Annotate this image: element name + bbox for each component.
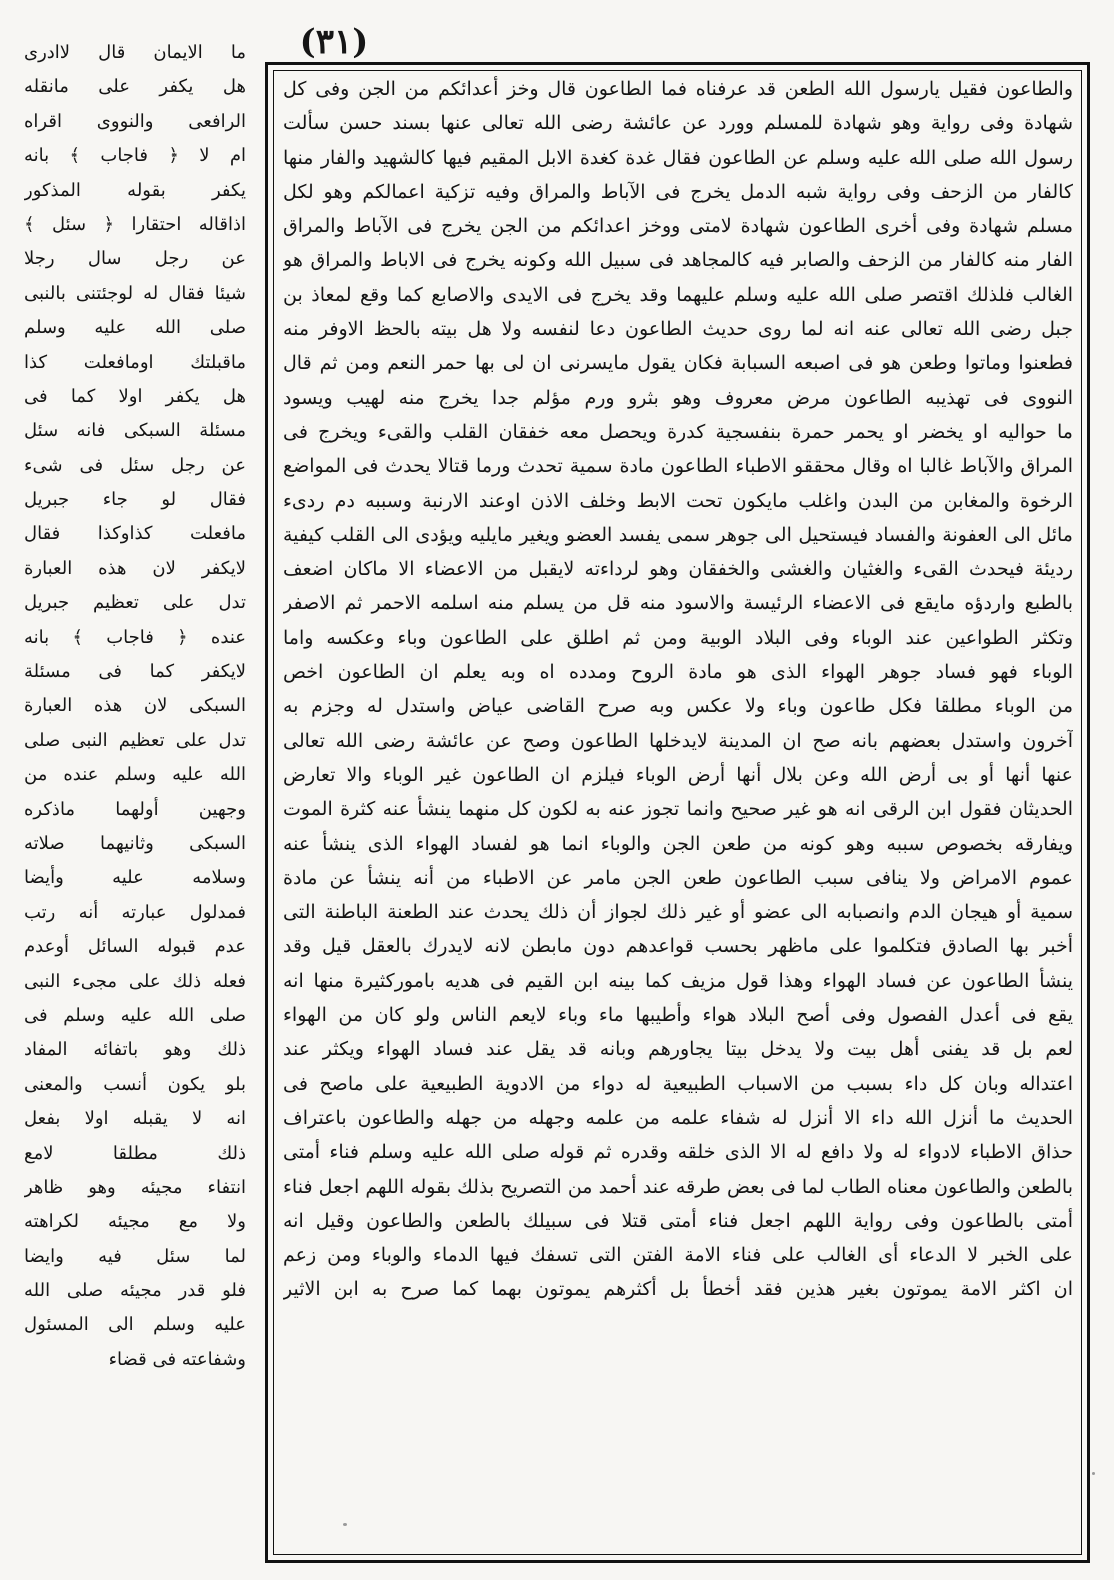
margin-text-line: عن رجل سئل فى شىء — [24, 454, 246, 476]
margin-text-line: انتفاء مجيئه وهو ظاهر — [24, 1176, 246, 1198]
main-text-line: لعم بل قد يفنى أهل بيت ولا يدخل بيتا يجاورهم وبانه قد يقل عند فساد الهواء ويكثر عند — [283, 1038, 1073, 1061]
main-text-line: الحديث ما أنزل الله داء الا أنزل له شفاء علمه من علمه وجهله من جهله والطاعون باعتراف — [283, 1106, 1073, 1129]
margin-text-line: الرافعى والنووى اقراه — [24, 110, 246, 132]
main-text-line: أمتى بالطاعون وفى رواية اللهم اجعل فناء أمتى قتلا فى سبيلك بالطعن والطاعون وقيل انه — [283, 1209, 1073, 1232]
margin-text-line: عن رجل سال رجلا — [24, 248, 246, 270]
main-text-line: على الخبر لا الدعاء أى الغالب على فناء الامة الفتن التى تسفك فيها الدماء والوباء ومن زعم — [283, 1244, 1073, 1267]
main-text-line: ويفارقه بخصوص سببه وهو كونه من طعن الجن والوباء انما هو لفساد الهواء الذى ينشأ عنه — [283, 832, 1073, 855]
main-text-line: ان اكثر الامة يموتون بغير هذين فقد أخطأ بل أكثرهم يموتون بهما كما صرح به ابن الاثير — [283, 1278, 1073, 1301]
main-text-line: ينشأ الطاعون عن فساد الهواء وهذا قول مزيف كما بينه ابن القيم فى هديه باموركثيرة منها انه — [283, 969, 1073, 992]
margin-text-line: ام لا ﴿ فاجاب ﴾ بانه — [24, 145, 246, 167]
main-text-line: شهادة وفى رواية وهو شهادة للمسلم وورد عن عائشة رضى الله تعالى عنها بسند حسن سألت — [283, 112, 1073, 135]
main-text-line: عنها أنها أو بى أرض الله وعن بلال أنها أرض الوباء فيلزم ان الطاعون غير الوباء والا تعارض — [283, 763, 1073, 786]
main-text-line: فطعنوا وماتوا وطعن هو فى اصبعه السبابة فكان يقول مايسرنى ان لى بها حمر النعم ومن ثم قال — [283, 352, 1073, 375]
main-text-line: مائل الى العفونة والفساد فيستحيل الى جوهر سمى يفسد العضو ويغير مايليه ويؤدى الى القلب كيفية — [283, 523, 1073, 546]
main-text-line: والطاعون فقيل يارسول الله الطعن قد عرفناه فما الطاعون قال وخز أعدائكم من الجن وفى كل — [283, 78, 1073, 100]
margin-text-line: صلى الله عليه وسلم فى — [24, 1004, 246, 1026]
margin-text-line: تدل على تعظيم جبريل — [24, 592, 246, 614]
margin-text-line: عدم قبوله السائل أوعدم — [24, 936, 246, 958]
margin-text-line: وشفاعته فى قضاء — [108, 1348, 246, 1370]
main-text-line: الرخوة والمغابن من البدن واغلب مايكون تحت الابط وخلف الاذن اوعند الارنبة وسببه دم ردىء — [283, 489, 1073, 512]
margin-text-line: لايكفر لان هذه العبارة — [24, 557, 246, 579]
margin-text-line: ذلك وهو باتفائه المفاد — [24, 1039, 246, 1061]
main-text-line: المراق والآباط غالبا اه وقال محققو الاطباء الطاعون مادة سمية تحدث ورما قتالا يحدث فى المواضع — [283, 455, 1073, 478]
margin-text-line: وسلامه عليه وأيضا — [24, 867, 246, 889]
margin-text-line: مافعلت كذاوكذا فقال — [24, 523, 246, 545]
margin-text-line: عليه وسلم الى المسئول — [24, 1314, 246, 1336]
margin-text-line: فلو قدر مجيئه صلى الله — [24, 1280, 246, 1302]
main-text-line: من الوباء مطلقا فكل طاعون وباء ولا عكس وبه صرح القاضى عياض واستدل له وجزم به — [283, 695, 1073, 718]
print-speck — [343, 1523, 347, 1526]
margin-text-line: شيئا فقال له لوجئتنى بالنبى — [24, 282, 246, 304]
margin-text-line: ماقبلتك اومافعلت كذا — [24, 351, 246, 373]
main-body-text — [283, 72, 1073, 1552]
page-number: (٣١) — [299, 22, 369, 62]
main-text-line: الحديثان فقول ابن الرقى انه هو غير صحيح وانما تجوز عنه به لكون كل منهما ينشأ عنه كثرة الموت — [283, 798, 1073, 821]
margin-text-line: وجهين أولهما ماذكره — [24, 798, 246, 820]
main-text-line: رسول الله صلى الله عليه وسلم عن الطاعون فقال غدة كغدة الابل المقيم فيها كالشهيد والفار منها — [283, 146, 1073, 169]
margin-text-line: لما سئل فيه وايضا — [24, 1245, 246, 1267]
margin-commentary-text — [24, 36, 246, 1556]
margin-text-line: تدل على تعظيم النبى صلى — [24, 729, 246, 751]
margin-text-line: ذلك مطلقا لامع — [24, 1142, 246, 1164]
margin-text-line: يكفر بقوله المذكور — [24, 179, 246, 201]
margin-text-line: ولا مع مجيئه لكراهته — [24, 1211, 246, 1233]
margin-text-line: اذاقاله احتقارا ﴿ سئل ﴾ — [24, 213, 246, 235]
margin-text-line: السبكى وثانيهما صلاته — [24, 832, 246, 854]
main-text-line: الفار منه كالفار من الزحف والصابر فيه كالمجاهد فى سبيل الله وكونه يخرج فى الاباط والمراق هو — [283, 249, 1073, 272]
main-text-line: عموم الامراض ولا ينافى سبب الطاعون طعن الجن مامر عن الاطباء من أنه ينشأ عن مادة — [283, 866, 1073, 889]
margin-text-line: بلو يكون أنسب والمعنى — [24, 1073, 246, 1095]
margin-text-line: صلى الله عليه وسلم — [24, 317, 246, 339]
main-text-line: حذاق الاطباء لادواء له ولا دافع له الا الذى خلقه وقدره ثم قوله صلى الله عليه وسلم فناء أمتى — [283, 1141, 1073, 1164]
margin-text-line: فمدلول عبارته أنه رتب — [24, 901, 246, 923]
margin-text-line: لايكفر كما فى مسئلة — [24, 661, 246, 683]
main-text-line: سمية أو هيجان الدم وانصبابه الى عضو أو غير ذلك لجواز أن ذلك يحدث عند الطعنة الباطنة التى — [283, 901, 1073, 924]
main-text-line: النووى فى تهذيبه الطاعون مرض معروف وهو بثرو ورم مؤلم جدا يخرج منه لهيب ويسود — [283, 386, 1073, 409]
main-text-line: بالطعن والطاعون معناه الطاب لما فى بعض طرقه عند أحمد من التصريح بذلك بقوله اللهم اجعل فناء — [283, 1175, 1073, 1198]
main-text-line: وتكثر الطواعين عند الوباء وفى البلاد الوبية ومن ثم اطلق على الطاعون وباء وعكسه واما — [283, 626, 1073, 649]
margin-text-line: فقال لو جاء جبريل — [24, 489, 246, 511]
main-text-line: مسلم شهادة وفى أخرى الطاعون شهادة لامتى ووخز اعدائكم من الجن يخرج فى الآباط والمراق — [283, 215, 1073, 238]
main-text-line: الغالب فلذلك اقتصر صلى الله عليه وسلم عليهما وقد يخرج فى الايدى والاصابع كما وقع لمعاذ بن — [283, 283, 1073, 306]
main-text-line: كالفار من الزحف وفى رواية شبه الدمل يخرج فى الآباط والمراق وفيه تزكية اعمالكم وهو لكل — [283, 180, 1073, 203]
margin-text-line: هل يكفر اولا كما فى — [24, 385, 246, 407]
margin-text-line: السبكى لان هذه العبارة — [24, 695, 246, 717]
main-text-line: أخبر بها الصادق فتكلموا على ماظهر بحسب قواعدهم دون مابطن لانه لايدرك بالعقل قيل وقد — [283, 935, 1073, 958]
margin-text-line: مسئلة السبكى فانه سئل — [24, 420, 246, 442]
margin-text-line: ما الايمان قال لاادرى — [24, 42, 246, 63]
main-text-line: ما حواليه او يخضر او يحمر حمرة بنفسجية كدرة ويحصل معه خفقان القلب والقىء ويخرج فى — [283, 420, 1073, 443]
margin-text-line: هل يكفر على مانقله — [24, 76, 246, 98]
main-text-line: اعتداله وبان كل داء بسبب من الاسباب الطبيعية له دواء من الادوية الطبيعية على ماصح فى — [283, 1072, 1073, 1095]
margin-text-line: فعله ذلك على مجىء النبى — [24, 970, 246, 992]
main-text-line: الوباء فهو فساد جوهر الهواء الذى هو مادة الروح ومدده اه وبه يعلم ان الطاعون اخص — [283, 661, 1073, 684]
main-text-line: رديئة فيحدث القىء والغثيان والغشى والخفقان وهو لرداءته لايقبل من الاعضاء الا ماكان اضعف — [283, 558, 1073, 581]
main-text-line: بالطبع واردؤه مايقع فى الاعضاء الرئيسة والاسود منه قل من يسلم منه اسلمه الاحمر ثم الاصفر — [283, 592, 1073, 615]
main-text-line: يقع فى أعدل الفصول وفى أصح البلاد هواء وأطيبها ماء وباء لايعم الناس ولو كان من الهواء — [283, 1004, 1073, 1027]
margin-text-line: انه لا يقبله اولا بفعل — [24, 1108, 246, 1130]
print-speck — [1092, 1472, 1095, 1475]
margin-text-line: عنده ﴿ فاجاب ﴾ بانه — [24, 626, 246, 648]
main-text-line: آخرون واستدل بعضهم بانه صح ان المدينة لايدخلها الطاعون وصح عن عائشة رضى الله تعالى — [283, 729, 1073, 752]
main-text-line: جبل رضى الله تعالى عنه انه لما روى حديث الطاعون دعا لنفسه ولا هل بيته بالحظ الاوفر منه — [283, 318, 1073, 341]
margin-text-line: الله عليه وسلم عنده من — [24, 764, 246, 786]
